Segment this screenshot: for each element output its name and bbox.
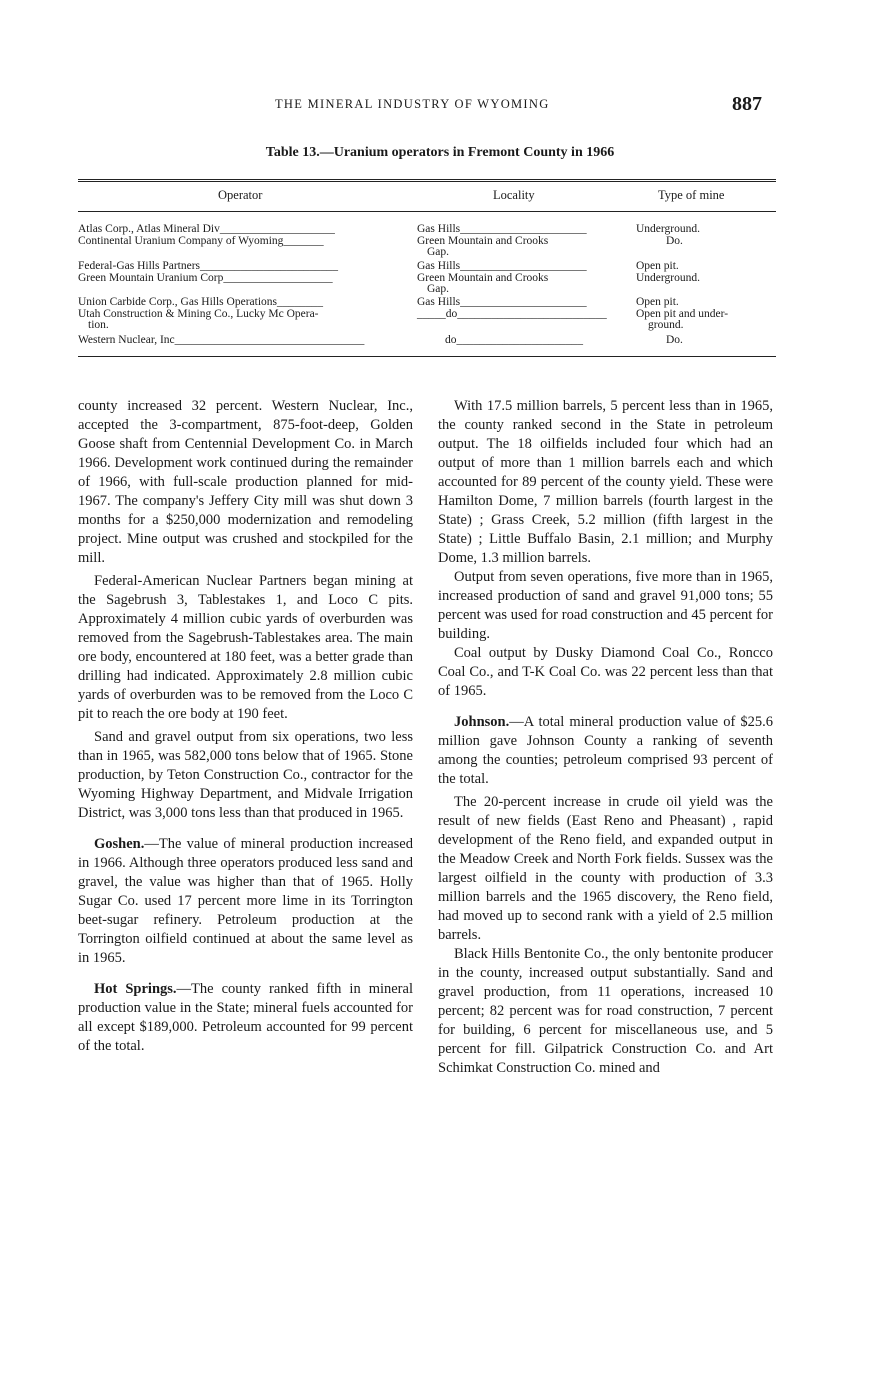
right-column	[438, 397, 773, 1078]
cell-locality: Green Mountain and Crooks Gap.	[417, 235, 549, 258]
paragraph: The 20-percent increase in crude oil yield was the result of new fields (East Reno and Pheasant) , rapid development of the Reno field, and expanded output in the Meadow Creek and North Fork fields. Sussex was the largest oilfield in the county with production of 3.3 million barrels and the 1965 discovery, the Reno field, had moved up to second rank with a yield of 2.5 million barrels.	[438, 794, 773, 943]
paragraph: Sand and gravel output from six operations, two less than in 1965, was 582,000 tons below that of 1965. Stone production, by Teton Construction Co., contractor for the Wyoming Highway Department, and Midvale Irrigation District, was 3,000 tons less than that produced in 1965.	[78, 729, 413, 821]
cell-type: Open pit.	[636, 260, 679, 272]
cell-type: Open pit.	[636, 296, 679, 308]
paragraph: Federal-American Nuclear Partners began mining at the Sagebrush 3, Tablestakes 1, and Loco C pits. Approximately 4 million cubic yards of overburden was removed from the Sagebrush-Tablestakes area. The main ore body, encountered at 180 feet, was a better grade than drilling had indicated. Approximately 2.8 million cubic yards of overburden was to be removed from the Loco C pit to reach the ore body at 190 feet.	[78, 573, 413, 722]
running-title: THE MINERAL INDUSTRY OF WYOMING	[275, 97, 550, 111]
paragraph: Coal output by Dusky Diamond Coal Co., Roncco Coal Co., and T-K Coal Co. was 22 percent less than that of 1965.	[438, 645, 773, 699]
section-head-goshen: Goshen.	[94, 836, 145, 852]
paragraph: Output from seven operations, five more than in 1965, increased production of sand and gravel 91,000 tons; 55 percent was used for road construction and 45 percent for building.	[438, 569, 773, 642]
cell-type: Do.	[666, 235, 683, 247]
paragraph: With 17.5 million barrels, 5 percent less than in 1965, the county ranked second in the State in petroleum output. The 18 oilfields included four which had an output of more than 1 million barrels each and which accounted for 89 percent of the county yield. These were Hamilton Dome, 7 million barrels (fourth largest in the State) ; Grass Creek, 5.2 million (fifth largest in the State) ; Little Buffalo Basin, 2.1 million; and Murphy Dome, 1.3 million barrels.	[438, 398, 773, 566]
cell-locality: _____do__________________________	[417, 308, 607, 320]
cell-operator: Continental Uranium Company of Wyoming_______	[78, 235, 324, 247]
section-head-johnson: Johnson.	[454, 714, 510, 730]
paragraph: county increased 32 percent. Western Nuclear, Inc., accepted the 3-compartment, 875-foot-deep, Golden Goose shaft from Centennial Development Co. in March 1966. Development work continued during the remainder of 1966, with full-scale production planned for mid-1967. The company's Jeffery City mill was shut down 3 months for a $250,000 modernization and remodeling project. Mine output was crushed and stockpiled for the mill.	[78, 398, 413, 566]
cell-operator: Western Nuclear, Inc_________________________________	[78, 334, 365, 346]
table-header	[78, 188, 776, 204]
cell-locality: Green Mountain and Crooks Gap.	[417, 272, 549, 295]
cell-locality: do______________________	[445, 334, 583, 346]
paragraph-goshen: Goshen.—The value of mineral production increased in 1966. Although three operators produced less sand and gravel, the value was higher than that of 1965. Holly Sugar Co. used 17 percent more lime in its Torrington beet-sugar refinery. Petroleum production at the Torrington oilfield continued at about the same level as in 1965.	[78, 836, 413, 966]
cell-type: Underground.	[636, 272, 700, 284]
left-column	[78, 397, 413, 1060]
table-header-rule	[78, 211, 776, 212]
table-top-rule	[78, 179, 776, 180]
cell-locality: Gas Hills______________________	[417, 223, 587, 235]
table-bottom-rule	[78, 356, 776, 357]
cell-operator: Green Mountain Uranium Corp___________________	[78, 272, 333, 284]
table-title: Table 13.—Uranium operators in Fremont County in 1966	[265, 145, 615, 160]
cell-locality: Gas Hills______________________	[417, 296, 587, 308]
cell-type: Underground.	[636, 223, 700, 235]
col-header-type: Type of mine	[658, 188, 725, 202]
running-head	[0, 93, 880, 117]
cell-operator: Utah Construction & Mining Co., Lucky Mc Opera- tion.	[78, 308, 319, 331]
col-header-operator: Operator	[218, 188, 263, 202]
col-header-locality: Locality	[493, 188, 535, 202]
cell-type: Open pit and under- ground.	[636, 308, 729, 331]
cell-operator: Union Carbide Corp., Gas Hills Operations________	[78, 296, 323, 308]
table-top-rule-2	[78, 181, 776, 182]
cell-operator: Atlas Corp., Atlas Mineral Div____________________	[78, 223, 335, 235]
cell-type: Do.	[666, 334, 683, 346]
cell-operator: Federal-Gas Hills Partners________________________	[78, 260, 338, 272]
section-head-hot-springs: Hot Springs.	[94, 981, 177, 997]
cell-locality: Gas Hills______________________	[417, 260, 587, 272]
paragraph-johnson: Johnson.—A total mineral production value of $25.6 million gave Johnson County a ranking of seventh among the counties; petroleum comprised 93 percent of the total.	[438, 714, 773, 787]
paragraph: Black Hills Bentonite Co., the only bentonite producer in the county, increased output substantially. Sand and gravel production, from 11 operations, increased 10 percent; 82 percent was for road construction, 7 percent for building, 6 percent for miscellaneous use, and 5 percent for fill. Gilpatrick Construction Co. and Art Schimkat Construction Co. mined and	[438, 946, 773, 1076]
paragraph-hot-springs: Hot Springs.—The county ranked fifth in mineral production value in the State; mineral fuels accounted for all except $189,000. Petroleum accounted for 99 percent of the total.	[78, 981, 413, 1054]
page-number: 887	[732, 93, 762, 115]
